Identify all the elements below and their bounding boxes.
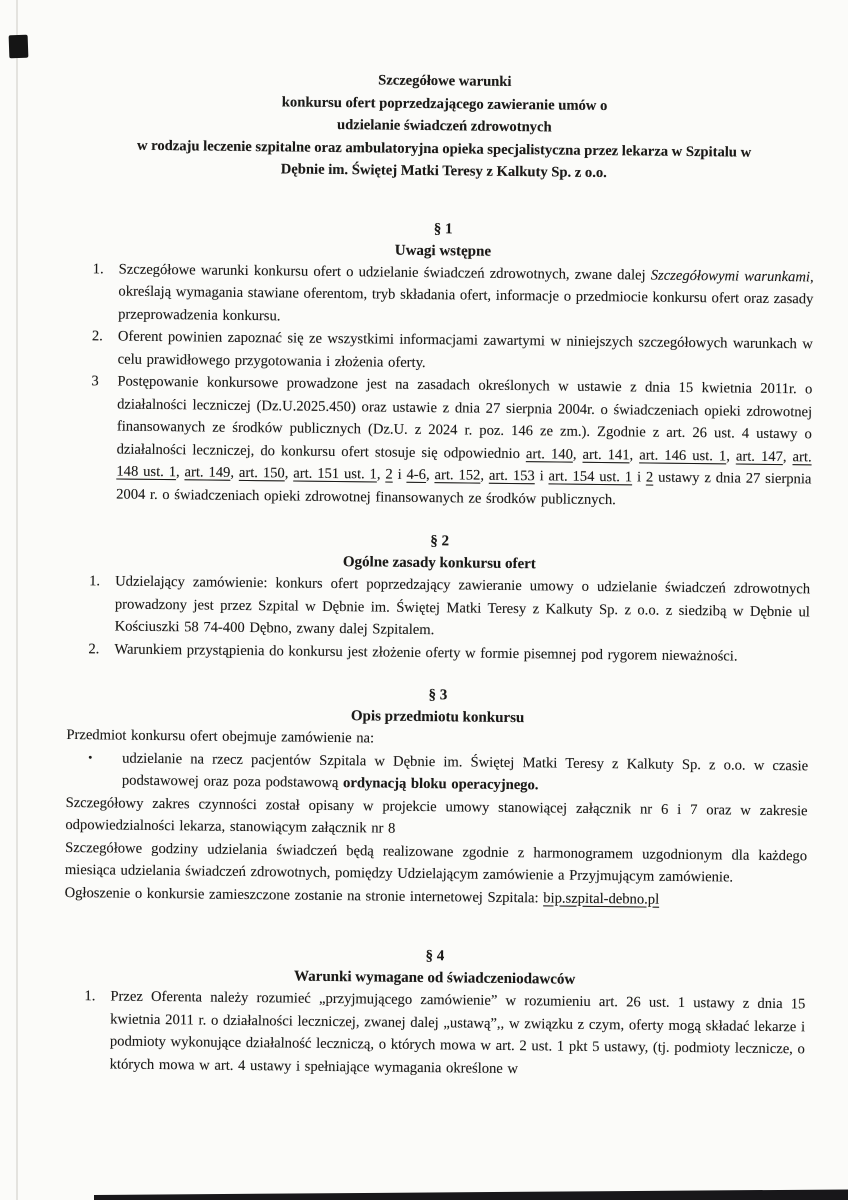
list-item	[84, 985, 806, 1083]
underlined-text: art. 148 ust. 1	[116, 448, 812, 481]
title-line-4: w rodzaju leczenie szpitalne oraz ambulatoryjna opieka specjalistyczna przez lekarza w Szpitalu w	[136, 137, 752, 161]
bullet-item	[66, 746, 808, 799]
underlined-text: art. 147	[735, 448, 784, 465]
text-run: Warunkiem przystąpienia do konkursu jest złożenie oferty w formie pisemnej pod rygorem nieważności.	[114, 640, 738, 665]
website-link: bip.szpital-debno.pl	[543, 889, 660, 908]
text-run: ,	[572, 446, 583, 463]
text-run: ,	[480, 467, 490, 484]
list-item-text	[114, 641, 737, 664]
text-run: Szczegółowy zakres czynności został opisany w projekcie umowy stanowiącej załącznik nr 6 i 7 oraz w zakresie odpowiedzialności lekarza, stanowiącym załącznik nr 8	[65, 794, 808, 837]
title-line-2: konkursu ofert poprzedzającego zawieranie umów o	[281, 93, 608, 114]
list-item-text	[118, 329, 813, 371]
list-item-text	[116, 374, 812, 508]
list-item-number: 2.	[91, 328, 103, 345]
text-run: ,	[726, 447, 737, 465]
section-3	[64, 680, 808, 912]
text-run: i	[392, 466, 407, 483]
text-run: Szczegółowe godziny udzielania świadczeń będą realizowane zgodnie z harmonogramem uzgodnionym dla każdego miesiąca udzielania świadczeń zdrowotnych, pomiędzy Udzielającym zamówienie a Przyjmującym zamówienie.	[64, 839, 808, 886]
text-run: ordynacją bloku operacyjnego.	[343, 775, 539, 794]
list-item-number: 3	[91, 373, 99, 390]
underlined-text: art. 152	[434, 467, 481, 484]
list-item-text	[110, 988, 806, 1076]
section-1-heading: Uwagi wstępne	[394, 242, 492, 260]
text-run: i	[632, 469, 647, 486]
section-2-mark: § 2	[430, 533, 450, 550]
text-run: ,	[230, 464, 240, 481]
bullet-text	[122, 750, 808, 793]
text-run: ustawy z dnia 27 sierpnia 2004 r. o świadczeniach opieki zdrowotnej finansowanych ze środków publicznych.	[116, 469, 812, 508]
list-item-number: 1.	[89, 573, 101, 590]
text-run: Udzielający zamówienie: konkurs ofert poprzedzający zawieranie umowy o udzielanie świadczeń zdrowotnych prowadzony jest przez Szpital w Dębnie im. Świętej Matki Teresy z Kalkuty Sp. z o.o. z siedzibą w Dębnie ul Kościuszki 58 74-400 Dębno, zwany dalej Szpitalem.	[114, 573, 811, 639]
list-item-text	[118, 261, 814, 324]
text-run: ,	[425, 467, 435, 484]
underlined-text: art. 150	[238, 464, 285, 482]
underlined-text: art. 154 ust. 1	[548, 468, 633, 486]
paragraph	[65, 791, 807, 844]
text-run: Przedmiot konkursu ofert obejmuje zamówienie na:	[66, 726, 375, 747]
section-4-list	[84, 985, 806, 1083]
section-4-heading: Warunki wymagane od świadczeniodawców	[293, 968, 576, 988]
underlined-text: 4-6	[406, 466, 427, 484]
title-line-1: Szczegółowe warunki	[378, 72, 512, 90]
list-item	[90, 370, 812, 513]
list-item-number: 1.	[84, 988, 96, 1005]
text-run: ,	[284, 465, 294, 482]
text-run: udzielanie na rzecz pacjentów Szpitala w Dębnie im. Świętej Matki Teresy z Kalkuty Sp. z o.o. w czasie podstawowej oraz poza podstawową	[121, 750, 809, 792]
text-run: Szczegółowymi warunkami	[650, 267, 811, 285]
underlined-text: art. 153	[488, 467, 535, 485]
text-run: ,	[376, 466, 386, 483]
document-title	[73, 66, 816, 187]
corner-scan-mark	[9, 35, 29, 59]
list-item-text	[115, 574, 811, 639]
section-2-list	[88, 570, 810, 668]
underlined-text: art. 151 ust. 1	[293, 465, 377, 483]
section-3-mark: § 3	[428, 687, 448, 704]
list-item	[89, 570, 811, 646]
title-line-3: udzielanie świadczeń zdrowotnych	[336, 116, 552, 136]
text-run: Przez Oferenta należy rozumieć „przyjmującego zamówienie” w rozumieniu art. 26 ust. 1 ustawy z dnia 15 kwietnia 2011 r. o działalności leczniczej, zwanej dalej „ustawą”,, w związku z czym, oferty mogą składać lekarze i podmioty wykonujące działalność leczniczą, o których mowa w art. 2 ust. 1 pkt 5 ustawy, (tj. podmioty lecznicze, o których mowa w art. 4 ustawy i spełniające wymagania określone w	[109, 988, 806, 1077]
underlined-text: art. 149	[184, 464, 231, 481]
section-1-list	[90, 258, 814, 514]
section-2	[67, 526, 810, 668]
underlined-text: art. 146 ust. 1	[639, 446, 727, 464]
text-run: ,	[629, 446, 640, 463]
title-line-5: Dębnie im. Świętej Matki Teresy z Kalkuty Sp. z o.o.	[280, 161, 607, 182]
text-run: , określają wymagania stawiane oferentom, tryb składania ofert, informacje o przedmiocie konkursu ofert oraz zasady przeprowadzenia konkursu.	[118, 268, 814, 324]
underlined-text: 2	[645, 469, 654, 486]
section-3-heading: Opis przedmiotu konkursu	[350, 708, 525, 727]
section-4-mark: § 4	[425, 948, 445, 965]
section-2-heading: Ogólne zasady konkursu ofert	[342, 554, 536, 573]
paragraph	[65, 836, 807, 889]
underlined-text: art. 141	[582, 446, 630, 463]
document-content	[63, 66, 816, 1083]
list-item-number: 2.	[88, 640, 100, 657]
section-1	[69, 213, 814, 513]
list-item	[92, 258, 814, 334]
text-run: ,	[782, 448, 793, 465]
text-run: ,	[175, 464, 185, 481]
text-run: Postępowanie konkursowe prowadzone jest na zasadach określonych w ustawie z dnia 15 kwietnia 2011r. o działalności leczniczej (Dz.U.2025.450) oraz ustawie z dnia 27 sierpnia 2004r. o świadczeniach opieki zdrowotnej finansowanych ze środków publicznych (Dz.U. z 2024 r. poz. 146 ze zm.). Zgodnie z art. 26 ust. 4 ustawy o działalności leczniczej, do konkursu ofert stosuje się odpowiednio	[116, 373, 813, 462]
underlined-text: art. 140	[525, 445, 574, 463]
scan-edge-line	[16, 0, 18, 1200]
text-run: Oferent powinien zapoznać się ze wszystkimi informacjami zawartymi w niniejszych szczegółowych warunkach w celu prawidłowego przygotowania i złożenia oferty.	[117, 328, 813, 371]
section-4	[63, 941, 806, 1083]
section-1-mark: § 1	[433, 220, 453, 237]
text-run: i	[534, 468, 549, 485]
text-run: Szczegółowe warunki konkursu ofert o udzielanie świadczeń zdrowotnych, zwane dalej	[118, 261, 651, 284]
list-item-number: 1.	[92, 260, 104, 277]
underlined-text: 2	[385, 466, 393, 483]
text-run: Ogłoszenie o konkursie zamieszczone zostanie na stronie internetowej Szpitala:	[64, 884, 544, 906]
list-item	[92, 325, 813, 378]
bullet-icon: •	[88, 749, 93, 764]
bottom-scan-band	[94, 1188, 848, 1200]
